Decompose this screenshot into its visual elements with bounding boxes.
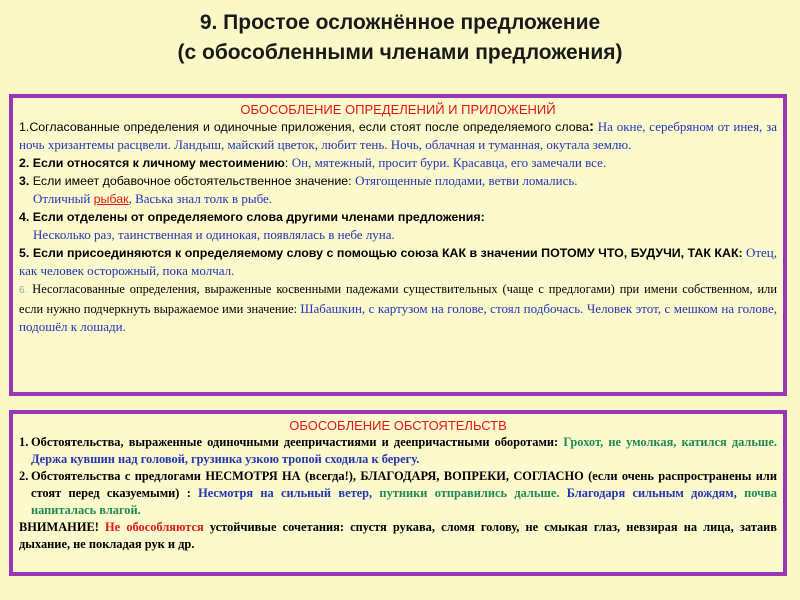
circumstance-rule-2-example-1b: путники отправились дальше. [372,486,560,500]
rule-1-text: 1.Согласованные определения и одиночные приложения, если стоят после определяемого слова [19,120,589,134]
rule-3-example-2-a: Отличный [33,191,94,206]
rule-3-example: Отягощенные плодами, ветви ломались. [355,173,578,188]
circumstance-rule-2-example-2b: почва напиталась влагой. [31,486,777,517]
rule-2-text: 2. Если относятся к личному местоимению [19,156,285,170]
circumstance-rule-1-number: 1. [19,435,29,449]
rule-1 [19,118,777,154]
rule-2 [19,154,777,172]
circumstance-rule-1-example-2: Держа кувшин над головой, грузинка узкою тропой сходила к берегу. [31,452,420,466]
rule-5-example: Отец, как человек осторожный, пока молчал. [19,245,778,278]
rule-2-colon: : [284,156,292,170]
rule-1-colon: : [588,118,594,135]
rule-1-example: На окне, серебряном от инея, за ночь хризантемы расцвели. Ландыш, майский цветок, любит тень. Ночь, облачная и туманная, окутала землю. [19,119,778,152]
circumstance-rule-2 [19,468,777,519]
attention-text: устойчивые сочетания: спустя рукава, сломя голову, не смыкая глаз, невзирая на лица, затаив дыхание, не покладая рук и др. [19,520,777,551]
circumstance-rule-2-text: Обстоятельства с предлогами НЕСМОТРЯ НА (всегда!), БЛАГОДАРЯ, ВОПРЕКИ, СОГЛАСНО (если очень распространены или стоят перед сказуемыми) : [31,469,777,500]
rule-5 [19,244,777,280]
attention-highlight: Не обособляются [105,520,204,534]
title-line-1: 9. Простое осложнённое предложение [199,11,601,34]
rule-4-text: 4. Если отделены от определяемого слова другими членами предложения: [19,210,485,224]
circumstances-heading: ОБОСОБЛЕНИЕ ОБСТОЯТЕЛЬСТВ [289,418,507,433]
rule-3-number: 3. [19,174,30,188]
rule-3-example-2-highlight: рыбак [93,192,129,206]
rule-4-example: Несколько раз, таинственная и одинокая, появлялась в небе луна. [33,227,395,242]
rule-4-example-line [19,226,777,244]
attention-label: ВНИМАНИЕ! [19,520,106,534]
rule-3-example-2-b: , Васька знал толк в рыбе. [128,191,273,206]
rule-6-number: 6. [19,285,28,296]
rule-6-example: Шабашкин, с картузом на голове, стоял подбочась. Человек этот, с мешком на голове, подошёл к лошади. [19,301,777,334]
rule-3 [19,172,777,190]
circumstance-rule-2-example-2a: Благодаря сильным дождям, [559,486,737,500]
rule-3-example-2 [19,190,777,208]
rule-6-text: Несогласованные определения, выраженные косвенными падежами существительных (чаще с предлогами) при имени собственном, или если нужно подчеркнуть выражаемое ими значение: [19,282,777,316]
slide-title [0,8,800,68]
definitions-heading: ОБОСОБЛЕНИЕ ОПРЕДЕЛЕНИЙ И ПРИЛОЖЕНИЙ [240,102,556,117]
attention-note [19,519,777,553]
circumstance-rule-1 [19,434,777,468]
circumstance-rule-2-number: 2. [19,469,29,483]
circumstance-rule-1-text: Обстоятельства, выраженные одиночными деепричастиями и деепричастными оборотами: [31,435,564,449]
circumstances-panel [9,410,787,576]
rule-3-text: Если имеет добавочное обстоятельственное значение: [29,174,356,188]
rule-6 [19,280,777,336]
rule-4 [19,208,777,226]
circumstance-rule-1-example-1: Грохот, не умолкая, катился дальше. [563,435,777,449]
rule-5-text: 5. Если присоединяются к определяемому слову с помощью союза КАК в значении ПОТОМУ ЧТО, БУДУЧИ, ТАК КАК: [19,246,743,260]
definitions-panel [9,94,787,396]
rule-2-example: Он, мятежный, просит бури. Красавца, его замечали все. [291,155,607,170]
circumstance-rule-2-example-1a: Несмотря на сильный ветер, [198,486,373,500]
title-line-2: (с обособленными членами предложения) [177,41,623,64]
